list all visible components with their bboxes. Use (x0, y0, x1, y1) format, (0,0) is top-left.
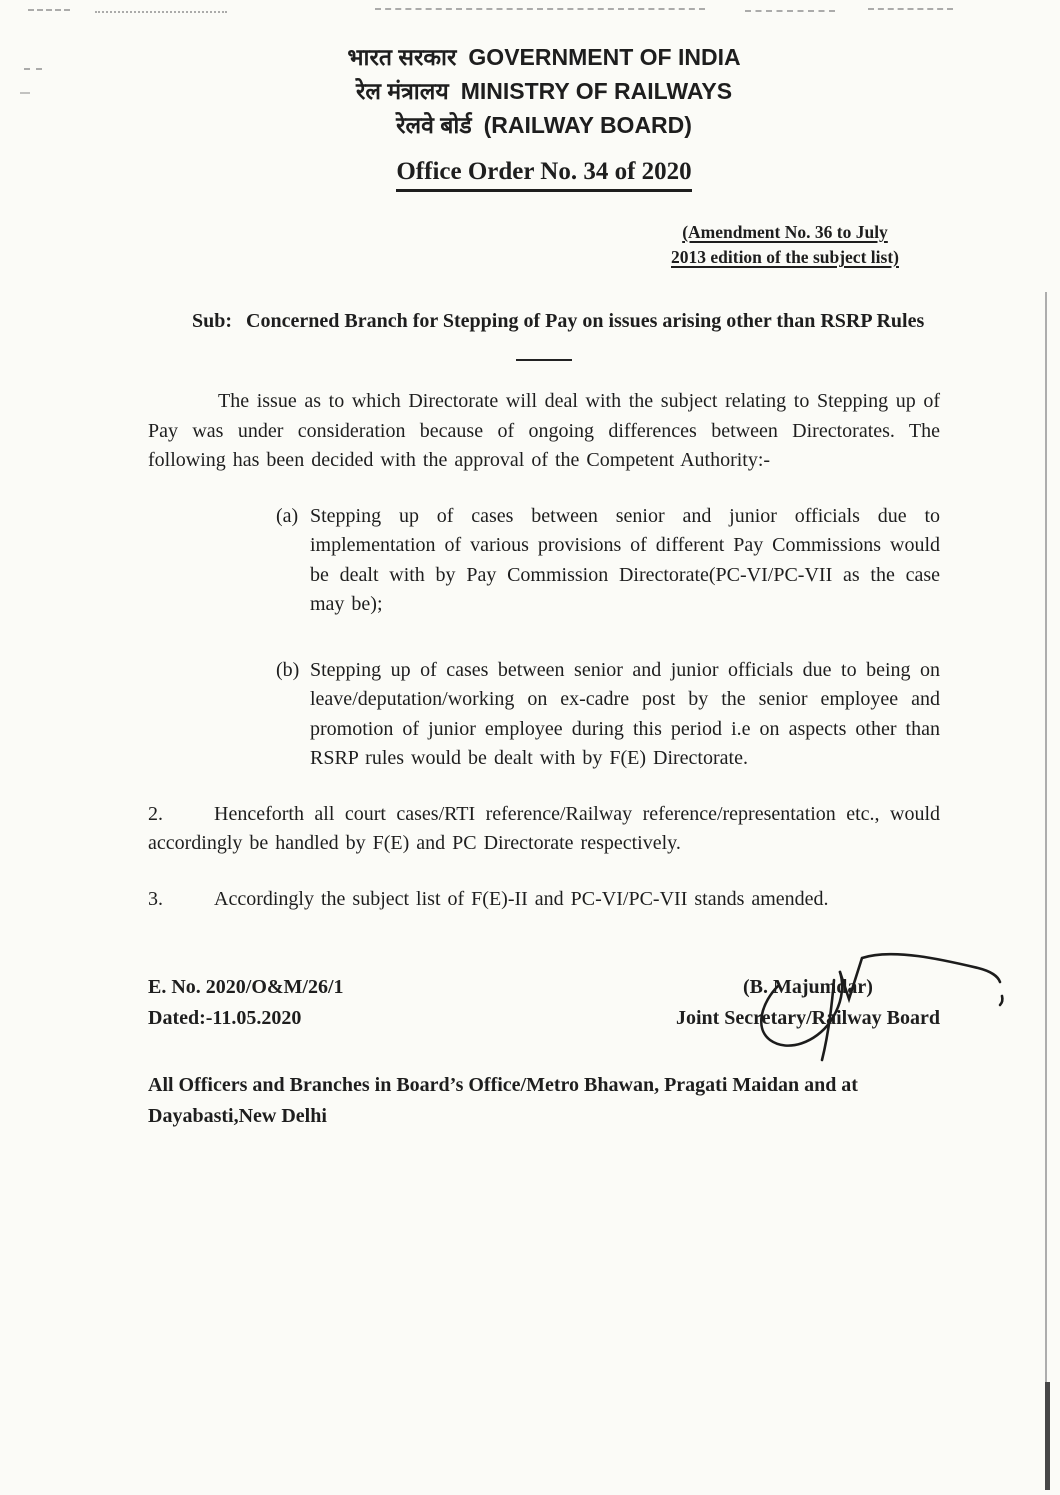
signature-stroke (748, 944, 1013, 1069)
scan-artifact (24, 68, 42, 70)
subject-label: Sub: (192, 310, 233, 332)
scan-edge-mark (1045, 1382, 1050, 1490)
ministry-of-railways-english: MINISTRY OF RAILWAYS (460, 78, 733, 104)
list-item-b-label: (b) (276, 658, 300, 681)
signatory-designation: Joint Secretary/Railway Board (675, 1007, 940, 1029)
letterhead-line-board (148, 108, 940, 142)
scan-artifact (745, 10, 835, 12)
amendment-note-line2: 2013 edition of the subject list) (671, 247, 899, 267)
list-item-b-text: Stepping up of cases between senior and junior officials due to being on leave/deputation/working on ex-cadre post by the senior employee and promotion of junior employee during this period i.e on aspects other than RSRP rules would be dealt with by F(E) Directorate. (310, 658, 940, 769)
railway-board-english: (RAILWAY BOARD) (483, 112, 692, 138)
file-number: E. No. 2020/O&M/26/1 (148, 976, 344, 998)
amendment-note (630, 220, 940, 270)
scan-edge-line (1045, 292, 1047, 1467)
separator-rule (516, 359, 572, 361)
scan-artifact (375, 8, 705, 10)
scan-artifact (28, 9, 70, 11)
paragraph-2-text: Henceforth all court cases/RTI reference/Railway reference/representation etc., would accordingly be handled by F(E) and PC Directorate respectively. (148, 802, 940, 854)
scan-artifact (868, 8, 953, 10)
subject-text: Concerned Branch for Stepping of Pay on issues arising other than RSRP Rules (246, 310, 925, 332)
letterhead (148, 40, 940, 142)
paragraph-2-number: 2. (148, 802, 163, 825)
paragraph-3 (148, 885, 940, 915)
list-item-b (276, 656, 940, 774)
paragraph-3-text: Accordingly the subject list of F(E)-II and PC-VI/PC-VII stands amended. (214, 887, 829, 910)
letterhead-line-ministry (148, 74, 940, 108)
handwritten-signature (748, 944, 1013, 1069)
railway-board-hindi: रेलवे बोर्ड (396, 112, 472, 138)
government-of-india-english: GOVERNMENT OF INDIA (468, 44, 741, 70)
paragraph-1: The issue as to which Directorate will deal with the subject relating to Stepping up of Pay was under consideration because of ongoing differences between Directorates. The following has been decided with the approval of the Competent Authority:- (148, 390, 940, 471)
list-item-a-label: (a) (276, 504, 299, 527)
paragraph-3-number: 3. (148, 887, 163, 910)
subject-line (148, 306, 940, 337)
paragraph-2 (148, 800, 940, 859)
document-title (148, 158, 940, 192)
scan-artifact (95, 11, 227, 13)
distribution-list: All Officers and Branches in Board’s Office/Metro Bhawan, Pragati Maidan and at Dayabasti,New Delhi (148, 1074, 858, 1127)
scan-artifact (20, 92, 30, 94)
amendment-note-line1: (Amendment No. 36 to July (682, 222, 888, 242)
document-title-text: Office Order No. 34 of 2020 (396, 158, 691, 192)
ministry-of-railways-hindi: रेल मंत्रालय (355, 78, 449, 104)
government-of-india-hindi: भारत सरकार (347, 44, 457, 70)
reference-block (148, 972, 344, 1034)
signatory-name: (B. Majumdar) (742, 976, 873, 998)
list-item-a-text: Stepping up of cases between senior and junior officials due to implementation of various provisions of different Pay Commissions would be dealt with by Pay Commission Directorate(PC-VI/PC-VII as the case may be); (310, 504, 940, 615)
letterhead-line-government (148, 40, 940, 74)
list-item-a (276, 502, 940, 620)
document-date: Dated:-11.05.2020 (148, 1007, 302, 1029)
